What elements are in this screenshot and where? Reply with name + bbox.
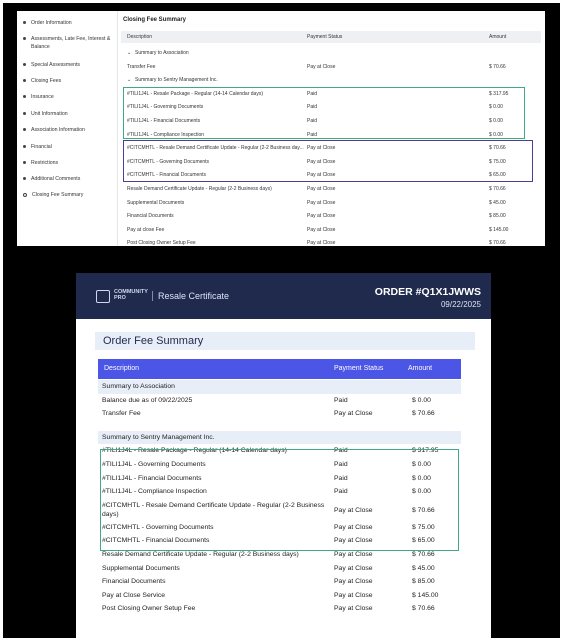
row-status: Paid <box>307 118 318 124</box>
row-description: #TILI1J4L - Financial Documents <box>102 474 202 482</box>
sidebar-item[interactable] <box>17 61 119 69</box>
chevron-down-icon[interactable]: ⌄ <box>127 77 132 84</box>
row-description: Transfer Fee <box>127 63 156 70</box>
row-status: Paid <box>307 131 318 138</box>
bullet-icon <box>23 37 26 40</box>
row-description: Summary to Association <box>102 383 175 390</box>
row-description: Financial Documents <box>127 213 174 220</box>
sidebar-item-label: Closing Fees <box>31 78 62 84</box>
row-status: Paid <box>307 90 318 97</box>
table-row <box>98 589 461 603</box>
bullet-icon <box>23 95 26 98</box>
order-fee-summary-title: Order Fee Summary <box>95 332 475 350</box>
row-description: #CITCMHTL - Resale Demand Certificate Update - Regular (2-2 Business <box>102 501 325 509</box>
row-status: Paid <box>334 474 348 482</box>
row-amount: $ 85.00 <box>489 213 506 220</box>
col-description: Description <box>104 365 140 372</box>
row-description: Balance due as of 09/22/2025 <box>102 396 193 404</box>
brand-logo-text: COMMUNITY PRO <box>114 289 148 301</box>
sidebar-item-label: Insurance <box>31 94 54 100</box>
row-status: Pay at Close <box>307 199 336 206</box>
row-status: Pay at Close <box>334 410 373 418</box>
bullet-icon <box>23 161 26 164</box>
row-amount: $ 0.00 <box>489 131 503 138</box>
order-fee-screenshot <box>76 273 491 641</box>
sidebar-item[interactable] <box>17 110 119 118</box>
col-amount: Amount <box>489 34 507 40</box>
row-description: #CITCMHTL - Governing Documents <box>127 158 210 165</box>
table-row <box>98 575 461 589</box>
order-number: ORDER #Q1X1JWWS <box>374 286 481 298</box>
row-status: Pay at Close <box>334 551 373 558</box>
sentry-items-highlight <box>100 449 459 551</box>
row-status: Pay at Close <box>307 63 336 70</box>
sidebar-item[interactable] <box>17 35 119 51</box>
row-status: Pay at Close <box>307 186 336 192</box>
row-description: #TILI1J4L - Resale Package - Regular (14-14 Calendar days) <box>102 447 287 455</box>
closing-fee-panel <box>121 11 545 246</box>
row-description: Summary to Sentry Management Inc. <box>102 433 215 441</box>
row-amount: $ 45.00 <box>412 564 435 572</box>
top-table-header <box>121 31 541 43</box>
sidebar-item-label: Unit Information <box>31 111 68 117</box>
row-description: #TILI1J4L - Compliance Inspection <box>127 131 205 138</box>
row-description: Financial Documents <box>102 578 166 586</box>
row-status: Pay at Close <box>307 158 336 165</box>
row-description: Summary to Sentry Management Inc. <box>135 77 218 84</box>
bullet-icon <box>23 79 26 82</box>
row-amount: $ 70.66 <box>489 186 506 192</box>
table-row <box>121 61 541 73</box>
row-status: Pay at Close <box>334 537 373 545</box>
col-status: Payment Status <box>334 365 384 372</box>
row-amount: $ 65.00 <box>489 172 506 179</box>
row-amount: $ 0.00 <box>412 396 431 404</box>
row-status: Paid <box>334 461 348 468</box>
row-amount: $ 0.00 <box>489 118 503 124</box>
row-amount: $ 70.66 <box>412 551 435 558</box>
row-description-continued: days) <box>102 510 119 518</box>
col-status: Payment Status <box>307 34 343 40</box>
row-amount: $ 70.66 <box>412 506 435 514</box>
bullet-icon <box>23 63 26 66</box>
row-amount: $ 0.00 <box>412 488 431 496</box>
table-row <box>121 197 541 209</box>
row-amount: $ 70.66 <box>489 240 506 246</box>
row-amount: $ 0.00 <box>412 461 431 468</box>
paid-items-highlight <box>123 87 525 139</box>
table-row <box>98 562 461 576</box>
row-amount: $ 145.00 <box>489 226 509 233</box>
sidebar <box>17 11 118 246</box>
sidebar-item[interactable] <box>17 93 119 101</box>
order-date: 09/22/2025 <box>440 300 481 309</box>
row-status: Pay at Close <box>334 605 373 613</box>
table-row <box>121 237 541 246</box>
closing-fee-screenshot <box>17 11 545 246</box>
row-status: Paid <box>307 104 318 111</box>
panel-title: Closing Fee Summary <box>123 17 187 23</box>
section-row <box>98 431 461 445</box>
sidebar-item-label: Financial <box>31 144 52 150</box>
bullet-icon <box>23 21 26 24</box>
sidebar-item[interactable] <box>17 191 119 199</box>
sidebar-item[interactable] <box>17 126 119 134</box>
table-row <box>121 183 541 195</box>
sidebar-item[interactable] <box>17 19 119 27</box>
section-row <box>98 380 461 394</box>
row-description: Supplemental Documents <box>127 199 185 206</box>
sidebar-item-label: Restrictions <box>31 160 59 166</box>
sidebar-item-label: Closing Fee Summary <box>32 192 84 198</box>
bullet-icon <box>23 145 26 148</box>
row-status: Pay at Close <box>334 564 373 572</box>
row-description: Summary to Association <box>135 50 189 56</box>
sidebar-item[interactable] <box>17 143 119 151</box>
table-row <box>98 407 461 421</box>
row-status: Pay at Close <box>307 226 336 233</box>
sidebar-item-label: Additional Comments <box>31 176 81 182</box>
row-amount: $ 45.00 <box>489 199 506 206</box>
brand-separator <box>152 291 153 301</box>
sidebar-item[interactable] <box>17 175 119 183</box>
row-status: Paid <box>334 396 348 404</box>
table-row <box>98 394 461 408</box>
sidebar-item[interactable] <box>17 77 119 85</box>
row-status: Pay at Close <box>334 591 373 599</box>
row-description: #TILI1J4L - Compliance Inspection <box>102 488 207 496</box>
sidebar-item-label: Order Information <box>31 20 72 26</box>
row-status: Pay at Close <box>334 523 373 531</box>
bottom-table-header <box>98 359 461 379</box>
row-amount: $ 75.00 <box>489 158 506 165</box>
group-row[interactable] <box>121 47 541 59</box>
row-amount: $ 317.95 <box>412 447 439 455</box>
row-status: Pay at Close <box>307 240 336 246</box>
row-status: Paid <box>334 488 348 496</box>
row-amount: $ 70.66 <box>489 145 506 152</box>
row-description: Pay at close Fee <box>127 226 165 233</box>
sidebar-item[interactable] <box>17 159 119 167</box>
sidebar-item-label: Association Information <box>31 127 85 133</box>
col-amount: Amount <box>408 365 433 372</box>
row-amount: $ 145.00 <box>412 591 439 599</box>
sidebar-item-label: Assessments, Late Fee, Interest & Balance <box>31 36 111 50</box>
row-description: Pay at Close Service <box>102 591 166 599</box>
chevron-down-icon[interactable]: ⌄ <box>127 50 132 56</box>
row-amount: $ 65.00 <box>412 537 435 545</box>
row-description: Resale Demand Certificate Update - Regular (2-2 Business days) <box>127 186 272 192</box>
row-amount: $ 85.00 <box>412 578 435 586</box>
row-status: Paid <box>334 447 348 455</box>
row-description: Transfer Fee <box>102 410 141 418</box>
row-description: #CITCMHTL - Financial Documents <box>127 172 207 179</box>
bullet-icon <box>23 177 26 180</box>
row-description: #CITCMHTL - Governing Documents <box>102 523 214 531</box>
row-amount: $ 0.00 <box>489 104 503 111</box>
spacer-row <box>98 421 461 431</box>
bullet-icon <box>23 193 27 197</box>
row-status: Pay at Close <box>334 578 373 586</box>
row-description: #CITCMHTL - Financial Documents <box>102 537 210 545</box>
row-amount: $ 75.00 <box>412 523 435 531</box>
header-bar <box>76 273 491 319</box>
row-amount: $ 70.66 <box>412 605 435 613</box>
row-description: #TILI1J4L - Governing Documents <box>127 104 204 111</box>
row-status: Pay at Close <box>307 145 336 152</box>
col-description: Description <box>127 34 153 40</box>
screenshot-frame <box>3 3 560 638</box>
pay-at-close-items-highlight <box>123 140 533 182</box>
row-description: #CITCMHTL - Resale Demand Certificate Update - Regular (2-2 Business day... <box>127 145 304 152</box>
row-description: Post Closing Owner Setup Fee <box>102 605 196 613</box>
row-amount: $ 0.00 <box>412 474 431 482</box>
header-title: Resale Certificate <box>158 291 230 301</box>
row-amount: $ 70.66 <box>412 410 435 418</box>
row-status: Pay at Close <box>307 172 336 179</box>
table-row <box>98 602 461 616</box>
table-row <box>121 224 541 236</box>
row-description: Supplemental Documents <box>102 564 180 572</box>
row-status: Pay at Close <box>334 506 373 514</box>
bullet-icon <box>23 112 26 115</box>
row-description: Resale Demand Certificate Update - Regular (2-2 Business days) <box>102 551 299 558</box>
row-description: Post Closing Owner Setup Fee <box>127 240 196 246</box>
table-row <box>121 210 541 222</box>
community-pro-logo-icon <box>96 290 110 303</box>
row-description: #TILI1J4L - Resale Package - Regular (14-14 Calendar days) <box>127 90 263 97</box>
row-status: Pay at Close <box>307 213 336 220</box>
bullet-icon <box>23 128 26 131</box>
row-amount: $ 317.95 <box>489 90 509 97</box>
row-amount: $ 70.66 <box>489 63 506 70</box>
row-description: #TILI1J4L - Governing Documents <box>102 461 206 468</box>
row-description: #TILI1J4L - Financial Documents <box>127 118 201 124</box>
sidebar-item-label: Special Assessments <box>31 62 81 68</box>
group-row[interactable] <box>121 74 541 86</box>
